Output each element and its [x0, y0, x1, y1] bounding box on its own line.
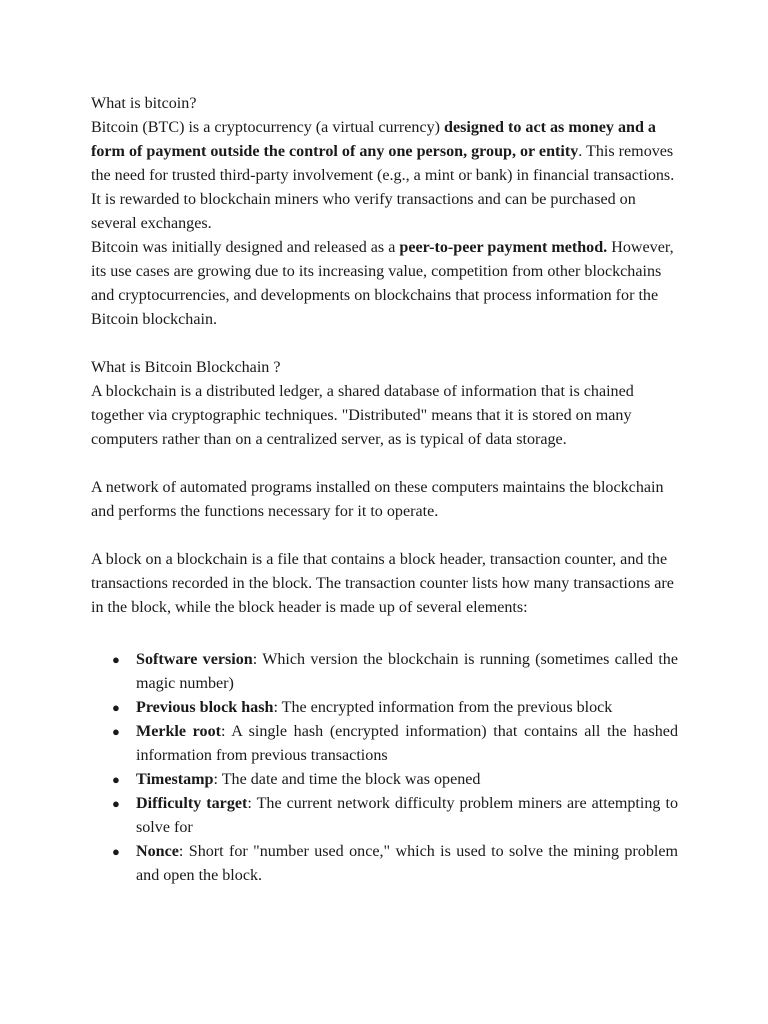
paragraph-distributed-ledger: A blockchain is a distributed ledger, a shared database of information that is chained together via cryptographic techniques. "Distributed" means that it is stored on many computers rather than on a centralized server, as is typical of data storage. [91, 383, 634, 448]
list-item-merkle-root [91, 720, 678, 768]
block-header-elements-list [91, 648, 678, 888]
list-item-nonce [91, 840, 678, 888]
paragraph-bitcoin-intro [91, 116, 678, 236]
heading-what-is-bitcoin-blockchain: What is Bitcoin Blockchain ? [91, 359, 281, 376]
bullet-icon: ● [112, 700, 120, 715]
list-item-term: Timestamp [136, 771, 214, 788]
heading-what-is-bitcoin: What is bitcoin? [91, 95, 197, 112]
list-item-term: Nonce [136, 843, 179, 860]
bullet-icon: ● [112, 724, 120, 739]
list-item-term: Software version [136, 651, 253, 668]
spacer [91, 332, 678, 356]
spacer [91, 452, 678, 476]
paragraph-block-definition: A block on a blockchain is a file that contains a block header, transaction counter, and the transactions recorded in the block. The transaction counter lists how many transactions are in the block, while the block header is made up of several elements: [91, 551, 674, 616]
list-item-description: : A single hash (encrypted information) that contains all the hashed information from previous transactions [136, 723, 678, 764]
list-item-software-version [91, 648, 678, 696]
text-segment: Bitcoin was initially designed and released as a [91, 239, 400, 256]
list-item-term: Difficulty target [136, 795, 248, 812]
list-item-description: : Short for "number used once," which is used to solve the mining problem and open the block. [136, 843, 678, 884]
bullet-icon: ● [112, 772, 120, 787]
paragraph-automated-programs: A network of automated programs installed on these computers maintains the blockchain and performs the functions necessary for it to operate. [91, 479, 664, 520]
text-segment: However, its use cases are growing due to its increasing value, competition from other blockchains and cryptocurrencies, and developments on blockchains that process information for the Bitcoin blockchain. [91, 239, 674, 328]
bullet-icon: ● [112, 796, 120, 811]
list-item-difficulty-target [91, 792, 678, 840]
list-item-description: : Which version the blockchain is running (sometimes called the magic number) [136, 651, 678, 692]
spacer [91, 620, 678, 648]
paragraph-bitcoin-design [91, 236, 678, 332]
list-item-previous-block-hash [91, 696, 678, 720]
document-page [91, 92, 678, 888]
list-item-description: : The encrypted information from the previous block [273, 699, 613, 716]
list-item-term: Previous block hash [136, 699, 274, 716]
text-segment: . This removes the need for trusted third-party involvement (e.g., a mint or bank) in financial transactions. It is rewarded to blockchain miners who verify transactions and can be purchased on several exchanges. [91, 143, 675, 232]
bold-text: peer-to-peer payment method. [399, 239, 608, 256]
bold-text: designed to act as money and a form of payment outside the control of any one person, group, or entity [91, 119, 656, 160]
spacer [91, 524, 678, 548]
list-item-description: : The current network difficulty problem miners are attempting to solve for [136, 795, 678, 836]
bullet-icon: ● [112, 652, 120, 667]
text-segment: Bitcoin (BTC) is a cryptocurrency (a virtual currency) [91, 119, 445, 136]
list-item-description: : The date and time the block was opened [213, 771, 481, 788]
list-item-term: Merkle root [136, 723, 221, 740]
bullet-icon: ● [112, 844, 120, 859]
list-item-timestamp [91, 768, 678, 792]
